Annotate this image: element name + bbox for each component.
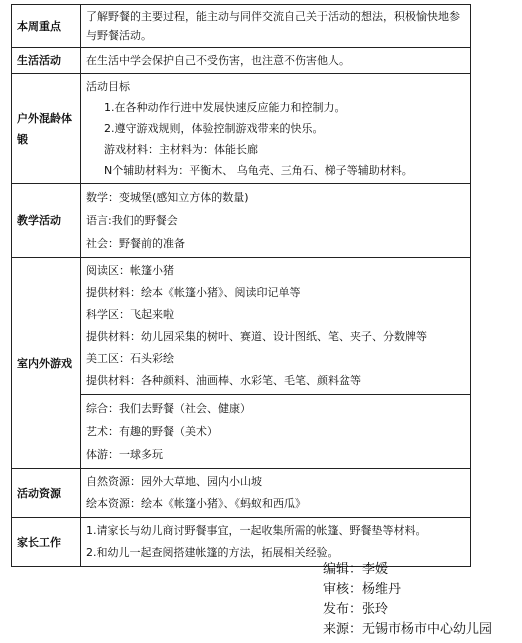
indoor-line: 综合：我们去野餐（社会、健康）	[86, 402, 251, 415]
parents-line: 1.请家长与幼儿商讨野餐事宜，一起收集所需的帐篷、野餐垫等材料。	[86, 524, 427, 537]
outdoor-line: N个辅助材料为：平衡木、 乌龟壳、三角石、梯子等辅助材料。	[104, 164, 413, 177]
outdoor-line: 2.遵守游戏规则，体验控制游戏带来的快乐。	[104, 122, 324, 135]
indoor-line: 提供材料：绘本《帐篷小猪》、阅读印记单等	[86, 286, 301, 299]
indoor-line: 提供材料：幼儿园采集的树叶、赛道、设计图纸、笔、夹子、分数牌等	[86, 330, 427, 343]
publisher-credit: 发布：张玲	[323, 602, 389, 617]
row-label: 室内外游戏	[12, 258, 81, 469]
resources-line: 自然资源：园外大草地、园内小山坡	[86, 475, 262, 488]
row-label: 生活活动	[12, 48, 81, 74]
credits-block	[323, 560, 492, 640]
row-label: 家长工作	[12, 518, 81, 567]
row-resources	[12, 469, 471, 518]
row-teaching	[12, 184, 471, 258]
resources-line: 绘本资源：绘本《帐篷小猪》、《蚂蚁和西瓜》	[86, 497, 306, 510]
indoor-line: 美工区：石头彩绘	[86, 352, 174, 365]
row-label: 活动资源	[12, 469, 81, 518]
outdoor-line: 1.在各种动作行进中发展快速反应能力和控制力。	[104, 101, 346, 114]
life-text: 在生活中学会保护自己不受伤害，也注意不伤害他人。	[81, 48, 471, 74]
outdoor-content	[81, 74, 471, 184]
indoor-activities	[81, 395, 471, 469]
row-indoor-a	[12, 258, 471, 395]
indoor-areas	[81, 258, 471, 395]
row-life	[12, 48, 471, 74]
indoor-line: 体游：一球多玩	[86, 448, 163, 461]
outdoor-line: 活动目标	[86, 80, 130, 93]
editor-credit: 编辑：李媛	[323, 562, 389, 577]
source-credit: 来源：无锡市杨市中心幼儿园	[323, 622, 493, 637]
teaching-line: 数学：变城堡(感知立方体的数量)	[86, 191, 249, 204]
row-indoor-b	[12, 395, 471, 469]
row-label: 本周重点	[12, 5, 81, 48]
indoor-line: 阅读区：帐篷小猪	[86, 264, 174, 277]
row-focus	[12, 5, 471, 48]
indoor-line: 科学区：飞起来啦	[86, 308, 174, 321]
resources-content	[81, 469, 471, 518]
row-label: 户外混龄体锻	[12, 74, 81, 184]
teaching-line: 社会：野餐前的准备	[86, 237, 185, 250]
row-label: 教学活动	[12, 184, 81, 258]
outdoor-line: 游戏材料：主材料为：体能长廊	[104, 143, 258, 156]
indoor-line: 艺术：有趣的野餐（美术）	[86, 425, 218, 438]
teaching-line: 语言:我们的野餐会	[86, 214, 178, 227]
weekly-plan-table	[11, 4, 471, 567]
row-outdoor	[12, 74, 471, 184]
teaching-content	[81, 184, 471, 258]
focus-text: 了解野餐的主要过程，能主动与同伴交流自己关于活动的想法，积极愉快地参与野餐活动。	[81, 5, 471, 48]
indoor-line: 提供材料：各种颜料、油画棒、水彩笔、毛笔、颜料盆等	[86, 374, 361, 387]
parents-line: 2.和幼儿一起查阅搭建帐篷的方法，拓展相关经验。	[86, 546, 339, 559]
reviewer-credit: 审核：杨维丹	[323, 582, 402, 597]
